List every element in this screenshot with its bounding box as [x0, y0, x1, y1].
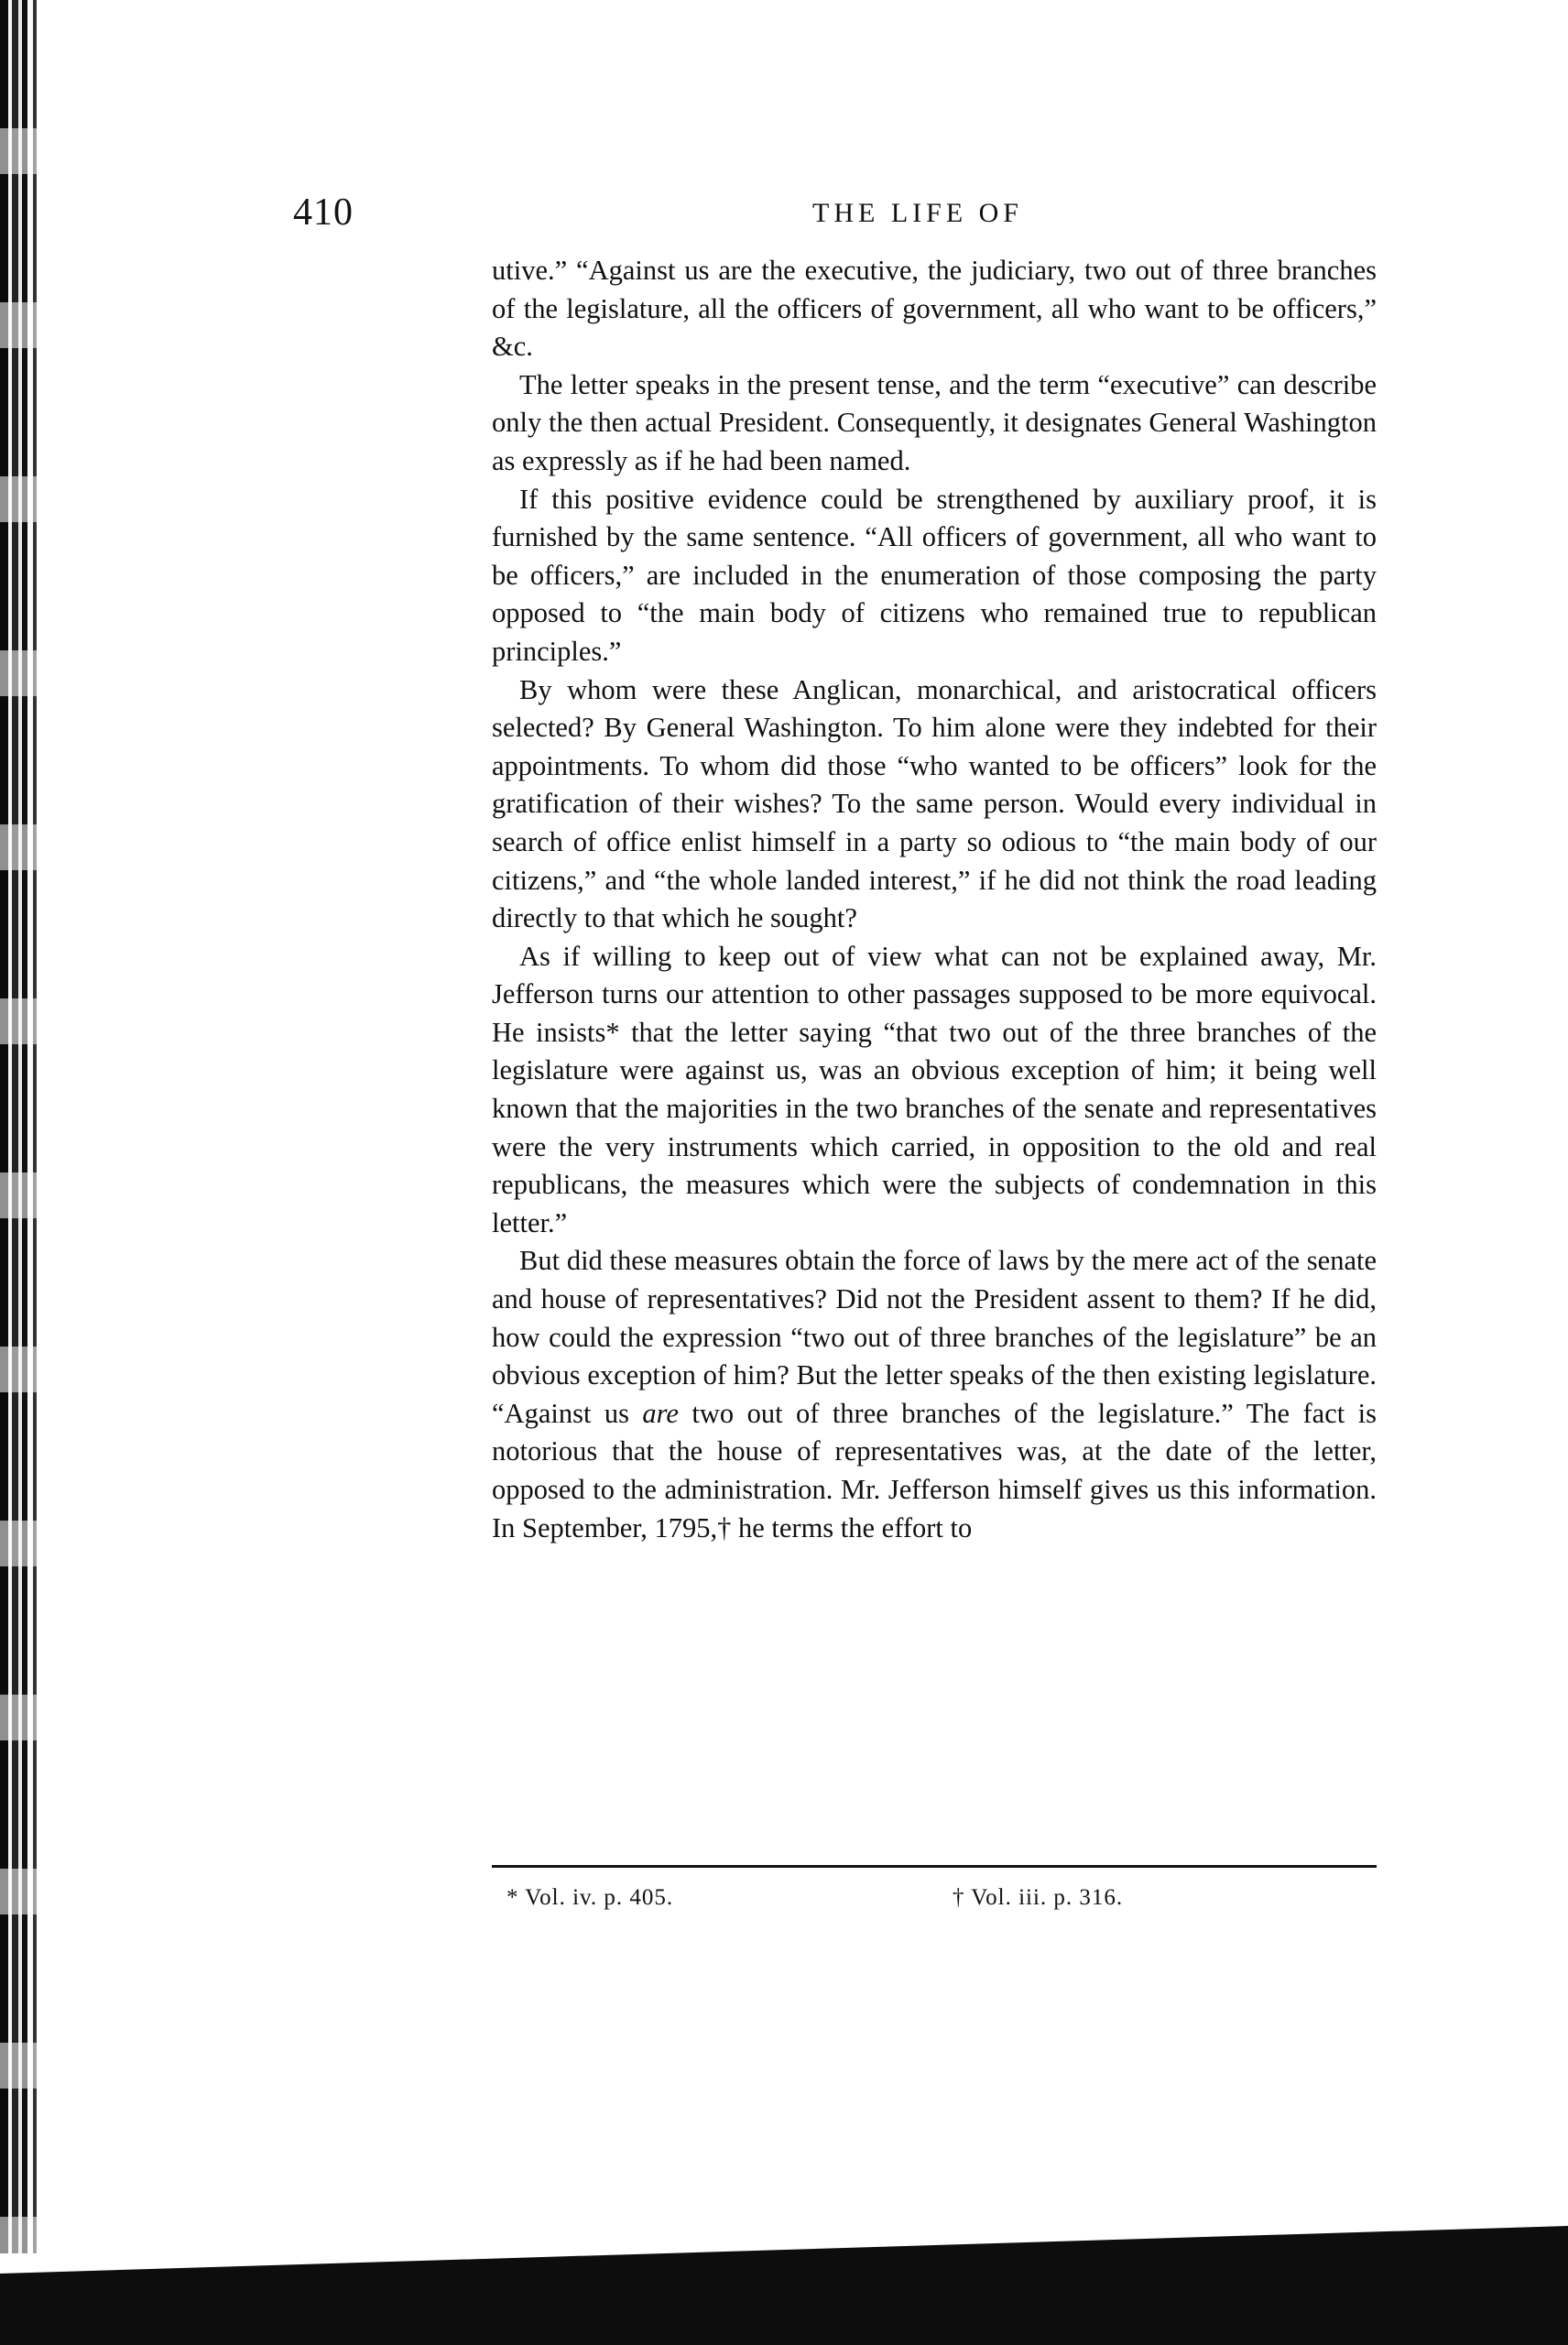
paragraph: If this positive evidence could be strengthened by auxiliary proof, it is furnished by the same sentence. “All officers of government, all who want to be officers,” are included in the enumeration of those composing the party opposed to “the main body of citizens who remained true to republican principles.” [492, 483, 1377, 667]
paragraph-last [492, 1242, 1377, 1547]
paragraph-text-before-italic: But did these measures obtain the force of laws by the mere act of the senate and house of representatives? Did not the President assent to them? If he did, how could the expression “two out of three branches of the legislature” be an obvious exception of him? But the letter speaks of the then existing legislature. “Against us [492, 1245, 1377, 1429]
footnote-1: * Vol. iv. p. 405. [506, 1885, 674, 1910]
paragraph: The letter speaks in the present tense, and the term “executive” can describe only the then actual President. Consequently, it designates General Washington as expressly as if he had been named. [492, 368, 1377, 476]
scan-bottom-shadow [0, 2226, 1568, 2345]
page-number: 410 [293, 191, 354, 234]
paragraph: As if willing to keep out of view what can not be explained away, Mr. Jefferson turns our attention to other passages supposed to be more equivocal. He insists* that the letter saying “that two out of the three branches of the legislature were against us, was an obvious exception of him; it being well known that the majorities in the two branches of the senate and representatives were the very instruments which carried, in opposition to the old and real republicans, the measures which were the subjects of condemnation in this letter.” [492, 940, 1377, 1238]
running-head: THE LIFE OF [812, 198, 1023, 228]
paragraph-text-after-italic: two out of three branches of the legislature.” The fact is notorious that the house of representatives was, at the date of the letter, opposed to the administration. Mr. Jefferson himself gives us this information. In September, 1795,† he terms the effort to [492, 1397, 1377, 1543]
body-text [492, 252, 1377, 1547]
italic-word: are [642, 1397, 679, 1429]
paragraph: By whom were these Anglican, monarchical, and aristocratical officers selected? By General Washington. To him alone were they indebted for their appointments. To whom did those “who wanted to be officers” look for the gratification of their wishes? To the same person. Would every individual in search of office enlist himself in a party so odious to “the main body of our citizens,” and “the whole landed interest,” if he did not think the road leading directly to that which he sought? [492, 673, 1377, 934]
footnote-rule [492, 1865, 1377, 1868]
book-binding-edge [0, 0, 110, 2253]
footnote-2: † Vol. iii. p. 316. [953, 1885, 1124, 1910]
paragraph: utive.” “Against us are the executive, the judiciary, two out of three branches of the legislature, all the officers of government, all who want to be officers,” &c. [492, 255, 1377, 363]
